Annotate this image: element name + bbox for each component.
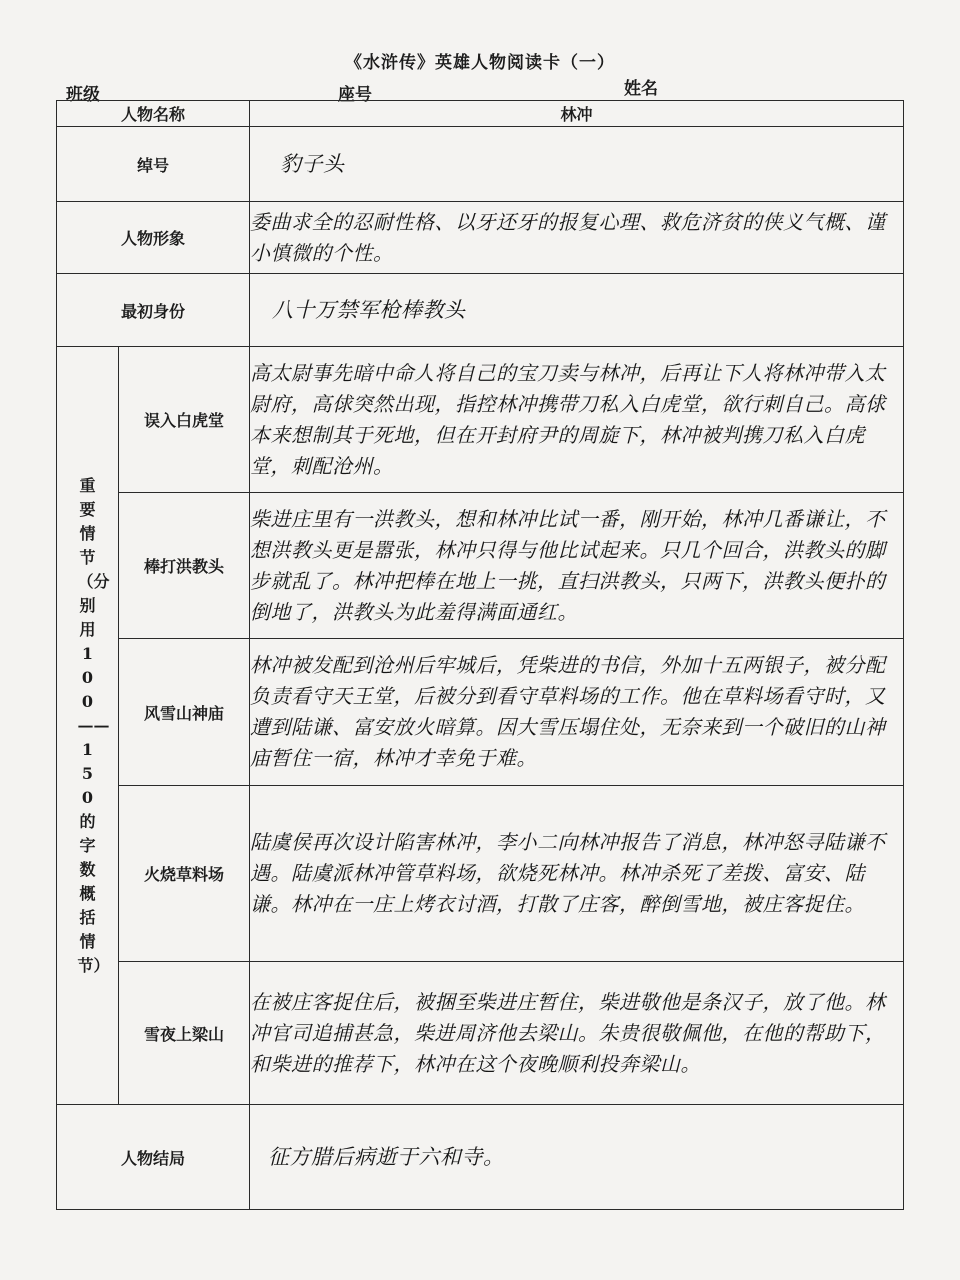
plot-row: [57, 962, 904, 1105]
plot-row: [57, 786, 904, 962]
identity-value: 八十万禁军枪棒教头: [250, 274, 904, 347]
plot-summary: 在被庄客捉住后，被捆至柴进庄暂住，柴进敬他是条汉子，放了他。林冲官司追捕甚急，柴进周济他去梁山。朱贵很敬佩他，在他的帮助下，和柴进的推荐下，林冲在这个夜晚顺利投奔梁山。: [250, 962, 904, 1105]
plot-title: 误入白虎堂: [119, 347, 250, 493]
plot-group-label: 重要情节（分别用100——150的字数概括情节）: [77, 475, 110, 975]
plot-row: [57, 493, 904, 639]
plot-title: 火烧草料场: [119, 786, 250, 962]
nickname-value: 豹子头: [250, 127, 904, 202]
row-nickname: [57, 127, 904, 202]
card-table: [56, 100, 904, 1210]
plot-summary: 高太尉事先暗中命人将自己的宝刀卖与林冲，后再让下人将林冲带入太尉府，高俅突然出现，指控林冲携带刀私入白虎堂，欲行刺自己。高俅本来想制其于死地，但在开封府尹的周旋下，林冲被判携刀私入白虎堂，刺配沧州。: [250, 347, 904, 493]
identity-label: 最初身份: [57, 274, 250, 347]
character-name-label: 人物名称: [57, 101, 250, 127]
row-ending: [57, 1105, 904, 1210]
plot-row: [57, 347, 904, 493]
ending-value: 征方腊后病逝于六和寺。: [250, 1105, 904, 1210]
row-character-name: [57, 101, 904, 127]
row-image: [57, 202, 904, 274]
nickname-label: 绰号: [57, 127, 250, 202]
character-name-value: 林冲: [250, 101, 904, 127]
ending-label: 人物结局: [57, 1105, 250, 1210]
image-value: 委曲求全的忍耐性格、以牙还牙的报复心理、救危济贫的侠义气概、谨小慎微的个性。: [250, 202, 904, 274]
name-label: 姓名: [624, 79, 658, 99]
row-original-identity: [57, 274, 904, 347]
class-label: 班级: [66, 85, 100, 105]
plot-summary: 柴进庄里有一洪教头，想和林冲比试一番，刚开始，林冲几番谦让，不想洪教头更是嚣张，林冲只得与他比试起来。只几个回合，洪教头的脚步就乱了。林冲把棒在地上一挑，直扫洪教头，只两下，洪教头便扑的倒地了，洪教头为此羞得满面通红。: [250, 493, 904, 639]
plot-row: [57, 639, 904, 786]
plot-title: 棒打洪教头: [119, 493, 250, 639]
plot-title: 风雪山神庙: [119, 639, 250, 786]
plot-summary: 林冲被发配到沧州后牢城后，凭柴进的书信，外加十五两银子，被分配负责看守天王堂，后被分到看守草料场的工作。他在草料场看守时，又遭到陆谦、富安放火暗算。因大雪压塌住处，无奈来到一个破旧的山神庙暂住一宿，林冲才幸免于难。: [250, 639, 904, 786]
seat-label: 座号: [338, 85, 372, 105]
plot-summary: 陆虞侯再次设计陷害林冲，李小二向林冲报告了消息，林冲怒寻陆谦不遇。陆虞派林冲管草料场，欲烧死林冲。林冲杀死了差拨、富安、陆谦。林冲在一庄上烤衣讨酒，打散了庄客，醉倒雪地，被庄客捉住。: [250, 786, 904, 962]
card-title: 《水浒传》英雄人物阅读卡（一）: [345, 53, 615, 73]
image-label: 人物形象: [57, 202, 250, 274]
plot-title: 雪夜上梁山: [119, 962, 250, 1105]
plot-group-cell: [57, 347, 119, 1105]
